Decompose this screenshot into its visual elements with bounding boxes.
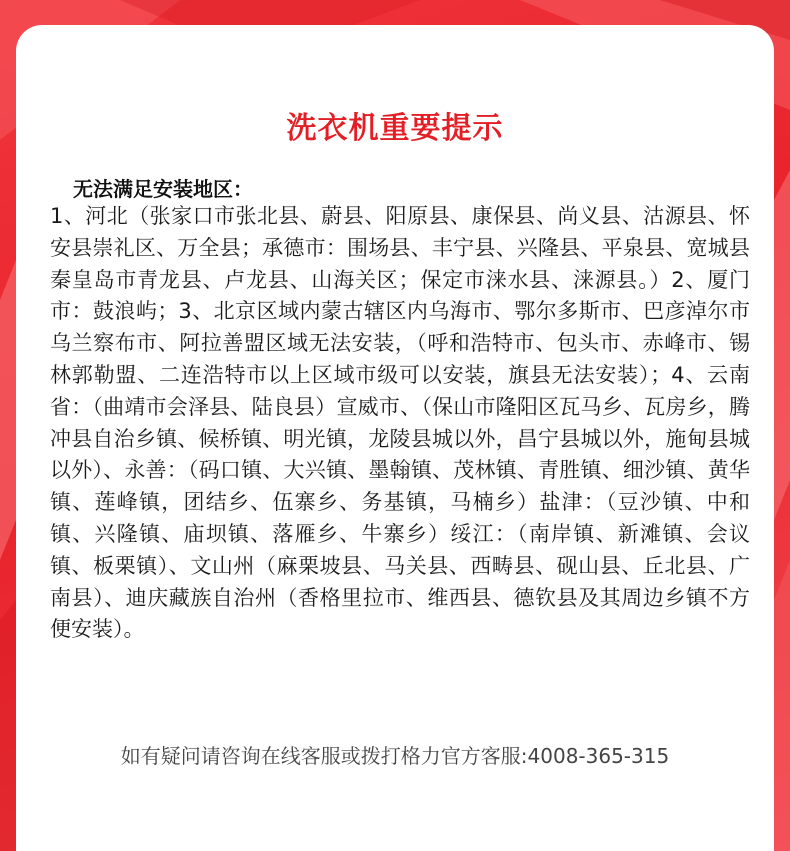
notice-subheading: 无法满足安装地区： <box>73 177 253 201</box>
notice-body: 1、河北（张家口市张北县、蔚县、阳原县、康保县、尚义县、沽源县、怀安县崇礼区、万全县；承德市：围场县、丰宁县、兴隆县、平泉县、宽城县秦皇岛市青龙县、卢龙县、山海关区；保定市涞水县、涞源县。）2、厦门市：鼓浪屿；3、北京区域内蒙古辖区内乌海市、鄂尔多斯市、巴彦淖尔市乌兰察布市、阿拉善盟区域无法安装，（呼和浩特市、包头市、赤峰市、锡林郭勒盟、二连浩特市以上区域市级可以安装，旗县无法安装）；4、云南省：（曲靖市会泽县、陆良县）宣威市、（保山市隆阳区瓦马乡、瓦房乡，腾冲县自治乡镇、候桥镇、明光镇，龙陵县城以外，昌宁县城以外，施甸县城以外）、永善：（码口镇、大兴镇、墨翰镇、茂林镇、青胜镇、细沙镇、黄华镇、莲峰镇，团结乡、伍寨乡、务基镇，马楠乡）盐津：（豆沙镇、中和镇、兴隆镇、庙坝镇、落雁乡、牛寨乡）绥江：（南岸镇、新滩镇、会议镇、板栗镇）、文山州（麻栗坡县、马关县、西畴县、砚山县、丘北县、广南县）、迪庆藏族自治州（香格里拉市、维西县、德钦县及其周边乡镇不方便安装）。 <box>50 204 750 642</box>
notice-title: 洗衣机重要提示 <box>286 111 504 146</box>
notice-card <box>16 25 774 851</box>
customer-service-note: 如有疑问请咨询在线客服或拨打格力官方客服:4008-365-315 <box>120 744 670 768</box>
